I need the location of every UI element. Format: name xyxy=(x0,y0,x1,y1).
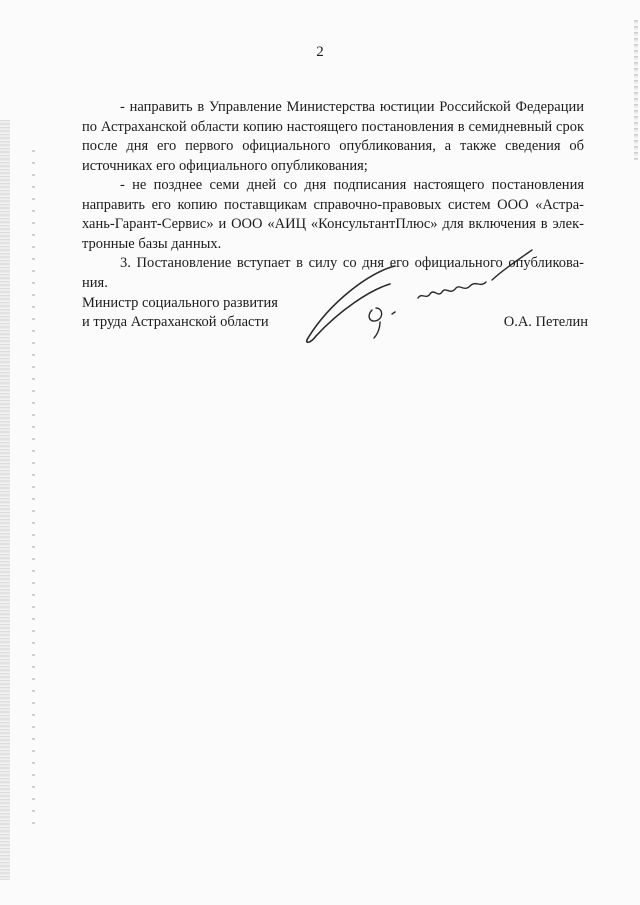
paragraph-ministry-copy: - направить в Управление Министерства юстиции Российской Федерации по Астраханской области копию настоящего постановления в семидневный срок после дня его первого официального опубликования, а также сведения об источниках его официального опубликования; xyxy=(82,99,584,174)
scan-artifact-left xyxy=(0,120,10,880)
scan-artifact-dots xyxy=(32,150,35,830)
paragraph-effective-date: 3. Постановление вступает в силу со дня его официального опубликования. xyxy=(82,255,584,291)
scan-artifact-right xyxy=(634,20,638,160)
signatory-position-line-2: и труда Астраханской области xyxy=(82,314,269,330)
paragraph-legal-systems: - не позднее семи дней со дня подписания настоящего постановления направить его копию поставщикам справочно-правовых систем ООО «Астрахань-Гарант-Сервис» и ООО «АИЦ «КонсультантПлюс» для включения в электронные базы данных. xyxy=(82,177,584,252)
signatory-name: О.А. Петелин xyxy=(503,314,588,330)
handwritten-signature xyxy=(300,240,540,350)
signatory-position-line-1: Министр социального развития xyxy=(82,295,278,311)
signatory-position xyxy=(82,294,278,332)
page-number: 2 xyxy=(316,44,324,60)
